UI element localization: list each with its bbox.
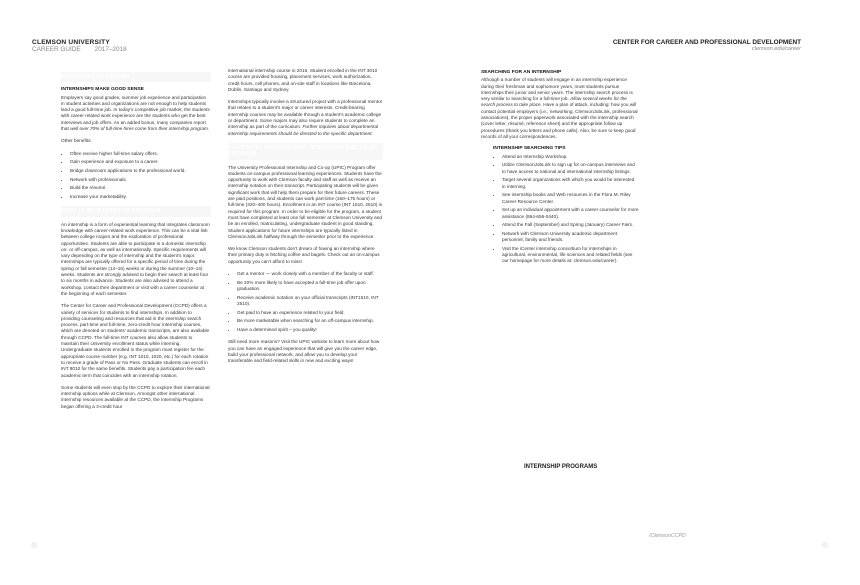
paragraph-more-reasons: Still need more reasons? Visit the UPIC website to learn more about how you can have an engaged experience that will give you the career edge, build your professional network, and allow you to develop your transferable and field-related skills in new and exciting ways! [228, 339, 380, 364]
list-item: • Network with professionals. [70, 177, 211, 183]
paragraph-searching [481, 77, 639, 140]
list-item: • Attend the Fall (September) and Spring (January) Career Fairs. [502, 222, 639, 228]
column-3 [481, 70, 639, 271]
list-item: • Network with Clemson University academic department personnel, family and friends. [502, 231, 639, 244]
guide-years: 2017–2018 [94, 46, 127, 53]
heading-tips: INTERNSHIP SEARCHING TIPS [493, 146, 566, 152]
social-handle[interactable]: /ClemsonCCPD [649, 533, 686, 539]
list-item: • Often receive higher full-time salary offers. [70, 151, 211, 157]
paragraph-structured-project [228, 99, 383, 137]
paragraph-upic: The University Professional Internship and Co-op (UPIC) Program offer students on-campus professional learning experiences. Students have the opportunity to work with Clemson faculty and staff as well as receive an internship notation on their transcript. Participating students will be given significant work that will help them prepare for their future careers. These are paid positions, and students can work part-time (160–175 hours) or full-time (320–400 hours). Enrollment in an INT course (INT 1510, 2510) is required for this program. In order to be eligible for the program, a student must have completed at least one full semester at Clemson University and be an enrolled, matriculating, undergraduate student in good standing. Student applications for future internships are typically listed in ClemsonJobLink halfway through the semester prior to the experience. [228, 164, 383, 239]
list-item: • Have a determined spirit – you quality! [237, 327, 383, 333]
list-item: • Target several organizations with which you would be interested in interning. [502, 177, 639, 190]
heading-good-sense: INTERNSHIPS MAKE GOOD SENSE [61, 87, 144, 93]
paragraph-ccpd: The Center for Career and Professional Development (CCPD) offers a variety of services for students to find internships. In addition to providing counseling and resources that aid in the internship search process, part-time and full-time, zero-credit hour internship courses, which are denoted on students’ academic transcripts, are also available through CCPD. The full-time INT courses also allow students to maintain their University enrollment status while interning. Undergraduate students enrolled in the program must register for the appropriate course number (e.g. INT 1010, 1020, etc.) for each rotation to receive a grade of Pass or No Pass. Graduate students can enroll in INT 8010 for the same benefits. Students pay a participation fee each academic term that coincides with an internship rotation. [61, 303, 210, 378]
header-right [613, 39, 801, 52]
paragraph-text: Have a plan of attack, including: how you will contact potential employers (i.e.; networking, ClemsonJobLink, professional associations), the proper paperwork associated with the internship search (cover letter, résumé, reference sheet) and the appropriate follow up procedures (thank you letters and phone calls). Also, be sure to keep good records of all your correspondences. [481, 102, 638, 139]
tips-list [493, 154, 639, 265]
band-internship-programs: INTERNSHIP PROGRAMS [61, 72, 211, 82]
list-item: • Visit the iCenter internship consortium for internships in agricultural, environmental, life sciences and related fields (see our homepage for more details at: clemson.edu/career). [502, 246, 639, 265]
list-item: • Build the résumé. [70, 185, 211, 191]
guide-line [32, 46, 141, 53]
paragraph-text: Internships typically involve a structured project with a professional mentor that relates to a student’s major or career interests. Credit-bearing internship courses may be available through a student’s academic college or department. Some majors may also require students to complete an internship as part of the curriculum. [228, 99, 383, 130]
paragraph-coffee: We know Clemson students don’t dream of having an internship where their primary duty is fetching coffee and bagels. Check out an on-campus opportunity you can’t afford to miss! [228, 246, 380, 264]
band-what-is-internship: WHAT IS AN INTERNSHIP PROGRAM [61, 206, 211, 216]
paragraph-int3010: international internship course in 2016. Student enrolled in the INT 3010 course are provided housing, placement services, work authorization, credit hours, cell phones, and on-site staff in locations like Barcelona, Dublin, Santiago and Sydney. [228, 68, 378, 92]
list-item: • Get paid to have an experience related to your field. [237, 310, 383, 316]
paragraph-international: Some students will even stop by the CCPD to explore their international internship options while at Clemson. Amongst other international internship resources available at the CCPD, the Internship Programs began offering a 3-credit hour [61, 384, 210, 409]
paragraph-good-sense [61, 95, 211, 133]
center-url[interactable]: clemson.edu/career [751, 46, 801, 52]
list-item: • See internship books and Web resources in the Flora M. Riley Career Resource Center. [502, 192, 639, 205]
list-item: • Utilize ClemsonJobLink to sign up for on-campus interviews and to have access to national and international internship listings. [502, 162, 639, 175]
paragraph-text: Employers say good grades, summer job experience and participation in student activities and organizations are not enough to help students land a good full-time job. In today’s competitive job market, the students with career related work experience are the students who get the best interviews and job offers. As an added bonus, many companies report that [61, 94, 210, 132]
list-item: • Set up an individual appointment with a career counselor for more assistance (864-656-0440). [502, 207, 639, 220]
page-marker-left-icon [31, 542, 37, 548]
column-1 [61, 72, 211, 416]
list-item: • Be more marketable when searching for an off-campus internship. [237, 318, 383, 324]
paragraph-emphasis: well over 70% of full-time hires come from their internship program. [70, 126, 210, 132]
column-2 [228, 68, 383, 371]
paragraph-emphasis: Further inquiries about departmental internship requirements should be directed to the specific department. [228, 124, 379, 136]
list-item: • Increase your marketability. [70, 194, 211, 200]
paragraph-what-is: An internship is a form of experiential learning that integrates classroom knowledge with career-related work experience. This can be a vital link between college majors and the exploration of professional opportunities. Students are able to participate in a domestic internship on- or off-campus, as well as internationally. Specific requirements will vary depending on the type of internship and the student’s major. Internships are typically offered for a specific period of time during the spring or fall semester (14–16) weeks or during the summer (10–14) weeks. Students are strongly advised to begin their search at least four to six months in advance. Students are also advised to attend a workshop, contact their department or visit with a career counselor at the beginning of each semester. [61, 221, 210, 296]
paragraph-text: Although a number of students will engage in an internship experience during their freshman and sophomore years, most students pursue internships their junior and senior years. The internship search process is very similar to searching for a full-time job. [481, 77, 633, 102]
list-item: • Be 20% more likely to have accepted a full-time job offer upon graduation. [237, 280, 383, 293]
section-title: INTERNSHIP PROGRAMS [524, 464, 598, 470]
paragraph-emphasis: Allow several weeks for the search process to take place. [481, 96, 627, 108]
center-name: CENTER FOR CAREER AND PROFESSIONAL DEVELOPMENT [612, 39, 801, 46]
benefits-intro: Other benefits: [61, 138, 92, 144]
list-item: • Get a mentor — work closely with a member of the faculty or staff. [237, 271, 383, 277]
tips-block [481, 146, 639, 264]
university-name: CLEMSON UNIVERSITY [32, 39, 110, 46]
list-item: • Attend an Internship Workshop. [502, 154, 639, 160]
band-upic: UNIVERSITY PROFESSIONAL INTERNSHIP AND CO-OP PROGRAM [228, 143, 383, 160]
upic-benefits-list [228, 271, 383, 333]
heading-searching: SEARCHING FOR AN INTERNSHIP [481, 70, 562, 75]
page-marker-right-icon [822, 542, 828, 548]
list-item: • Bridge classroom applications to the professional world. [70, 168, 211, 174]
header-left [32, 39, 141, 53]
list-item: • Receive academic notation on your official transcripts (INT1510, INT 2510). [237, 295, 383, 308]
benefits-list [61, 151, 211, 201]
guide-title: CAREER GUIDE [32, 46, 81, 53]
list-item: • Gain experience and exposure to a career. [70, 159, 211, 165]
